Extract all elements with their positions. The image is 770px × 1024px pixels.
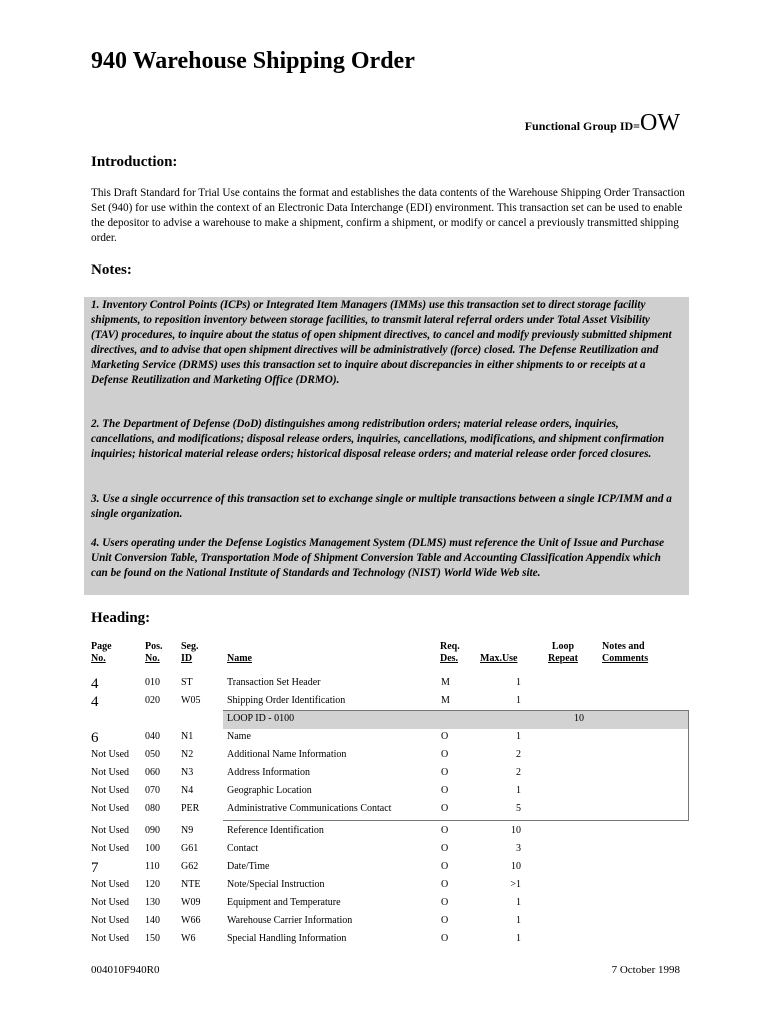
note-3: 3. Use a single occurrence of this transaction set to exchange single or multiple transactions between a single ICP/IMM and a single organization. (91, 493, 672, 520)
row-seg: N2 (181, 749, 194, 760)
row-seg: W6 (181, 933, 196, 944)
footer-doc-id: 004010F940R0 (91, 964, 160, 976)
row-pos: 010 (145, 677, 160, 688)
col-notes-header (602, 641, 648, 665)
row-pos: 100 (145, 843, 160, 854)
col-req-header (440, 641, 460, 665)
row-name: Reference Identification (227, 825, 324, 836)
col-loop-line1: Loop (551, 641, 575, 652)
row-req: O (441, 749, 449, 760)
row-maxuse: 1 (516, 933, 521, 944)
loop-frame-right (688, 710, 689, 820)
row-name: Administrative Communications Contact (227, 803, 392, 814)
row-name: Shipping Order Identification (227, 695, 346, 706)
row-seg: W66 (181, 915, 201, 926)
row-seg: N1 (181, 731, 194, 742)
row-pos: 060 (145, 767, 160, 778)
col-seg-header (181, 641, 199, 665)
row-seg: PER (181, 803, 200, 814)
col-seg-line1: Seg. (181, 641, 199, 652)
row-req: O (441, 731, 449, 742)
row-maxuse: 2 (516, 749, 521, 760)
row-page: Not Used (91, 843, 130, 854)
row-maxuse: 1 (516, 677, 521, 688)
row-pos: 110 (145, 861, 160, 872)
functional-group-label: Functional Group ID= (524, 119, 641, 133)
row-name: Name (227, 731, 251, 742)
row-pos: 080 (145, 803, 160, 814)
row-page: 7 (91, 860, 99, 876)
col-seg-line2: ID (181, 653, 193, 664)
row-req: O (441, 767, 449, 778)
row-pos: 020 (145, 695, 160, 706)
col-page-line2: No. (91, 653, 106, 664)
row-page: Not Used (91, 825, 130, 836)
col-req-line1: Req. (440, 641, 460, 652)
col-pos-header (145, 641, 163, 665)
note-4: 4. Users operating under the Defense Logistics Management System (DLMS) must reference the Unit of Issue and Purchase Unit Conversion Table, Transportation Mode of Shipment Conversion Table and Accounting Classification Appendix which can be found on the National Institute of Standards and Technology (NIST) World Wide Web site. (91, 537, 665, 579)
row-maxuse: >1 (510, 879, 521, 890)
col-name-header: Name (227, 653, 252, 664)
row-maxuse: 10 (511, 861, 521, 872)
row-seg: N3 (181, 767, 194, 778)
row-name: Geographic Location (227, 785, 312, 796)
row-name: Equipment and Temperature (227, 897, 341, 908)
col-req-line2: Des. (440, 653, 459, 664)
loop-label: LOOP ID - 0100 (227, 713, 295, 724)
col-pos-line2: No. (145, 653, 160, 664)
heading-section-title: Heading: (91, 610, 151, 626)
row-maxuse: 1 (516, 897, 521, 908)
row-seg: G61 (181, 843, 199, 854)
introduction-text: This Draft Standard for Trial Use contains the format and establishes the data contents of the Warehouse Shipping Order Transaction Set (940) for use within the context of an Electronic Data Interchange (EDI) environment. This transaction set can be used to enable the depositor to advise a warehouse to make a shipment, confirm a shipment, or modify or cancel a previously transmitted shipping order. (91, 187, 685, 244)
row-page: Not Used (91, 915, 130, 926)
row-maxuse: 1 (516, 915, 521, 926)
row-maxuse: 3 (516, 843, 521, 854)
row-page: 6 (91, 730, 99, 746)
row-name: Additional Name Information (227, 749, 347, 760)
row-seg: G62 (181, 861, 199, 872)
col-page-line1: Page (91, 641, 112, 652)
row-pos: 070 (145, 785, 160, 796)
row-req: O (441, 861, 449, 872)
row-maxuse: 10 (511, 825, 521, 836)
row-page: Not Used (91, 803, 130, 814)
col-maxuse-header: Max.Use (480, 653, 518, 664)
row-page: Not Used (91, 767, 130, 778)
functional-group-id (525, 110, 680, 137)
row-req: O (441, 879, 449, 890)
row-name: Date/Time (227, 861, 270, 872)
row-seg: W05 (181, 695, 201, 706)
row-page: 4 (91, 676, 99, 692)
row-pos: 120 (145, 879, 160, 890)
row-name: Warehouse Carrier Information (227, 915, 353, 926)
introduction-heading: Introduction: (91, 154, 178, 170)
row-req: O (441, 825, 449, 836)
col-pos-line1: Pos. (145, 641, 163, 652)
loop-frame-bottom (223, 820, 689, 821)
row-name: Note/Special Instruction (227, 879, 325, 890)
row-req: O (441, 897, 449, 908)
row-pos: 090 (145, 825, 160, 836)
col-notes-line1: Notes and (602, 641, 645, 652)
row-name: Special Handling Information (227, 933, 347, 944)
row-seg: N9 (181, 825, 194, 836)
row-page: Not Used (91, 879, 130, 890)
row-req: O (441, 785, 449, 796)
note-1: 1. Inventory Control Points (ICPs) or Integrated Item Managers (IMMs) use this transaction set to direct storage facility shipments, to reposition inventory between storage facilities, to transmit lateral referral orders under Total Asset Visibility (TAV) procedures, to inquire about the status of open shipment directives, to cancel and modify previously submitted shipment directives, and to advise that open shipment directives will be administratively (force) closed. The Defense Reutilization and Marketing Service (DRMS) uses this transaction set to inquire about discrepancies in either shipments to or receipts at a Defense Reutilization and Marketing Office (DRMO). (91, 299, 672, 386)
functional-group-value: OW (640, 110, 680, 136)
row-req: O (441, 843, 449, 854)
row-page: Not Used (91, 749, 130, 760)
row-pos: 150 (145, 933, 160, 944)
col-loop-header (546, 641, 580, 665)
row-name: Contact (227, 843, 259, 854)
page-title: 940 Warehouse Shipping Order (91, 48, 415, 74)
footer-date: 7 October 1998 (611, 964, 680, 976)
row-req: M (441, 695, 450, 706)
row-req: O (441, 915, 449, 926)
row-seg: NTE (181, 879, 201, 890)
row-req: O (441, 933, 449, 944)
row-pos: 130 (145, 897, 160, 908)
row-req: M (441, 677, 450, 688)
row-seg: W09 (181, 897, 201, 908)
row-pos: 050 (145, 749, 160, 760)
col-loop-line2: Repeat (548, 653, 578, 664)
row-pos: 040 (145, 731, 160, 742)
row-seg: N4 (181, 785, 194, 796)
row-page: Not Used (91, 785, 130, 796)
row-name: Address Information (227, 767, 311, 778)
row-seg: ST (181, 677, 193, 688)
loop-repeat: 10 (574, 713, 584, 724)
row-maxuse: 1 (516, 695, 521, 706)
col-notes-line2: Comments (602, 653, 649, 664)
row-maxuse: 2 (516, 767, 521, 778)
row-page: 4 (91, 694, 99, 710)
col-page-header (91, 641, 112, 665)
row-page: Not Used (91, 933, 130, 944)
row-pos: 140 (145, 915, 160, 926)
row-req: O (441, 803, 449, 814)
row-name: Transaction Set Header (227, 677, 321, 688)
notes-heading: Notes: (91, 262, 132, 278)
note-2: 2. The Department of Defense (DoD) distinguishes among redistribution orders; material release orders, inquiries, cancellations, and modifications; disposal release orders, inquiries, cancellations, modifications, and shipment confirmation inquiries; historical material release orders; historical disposal release orders; and material release order forced closures. (91, 418, 665, 460)
row-page: Not Used (91, 897, 130, 908)
row-maxuse: 1 (516, 785, 521, 796)
row-maxuse: 5 (516, 803, 521, 814)
row-maxuse: 1 (516, 731, 521, 742)
